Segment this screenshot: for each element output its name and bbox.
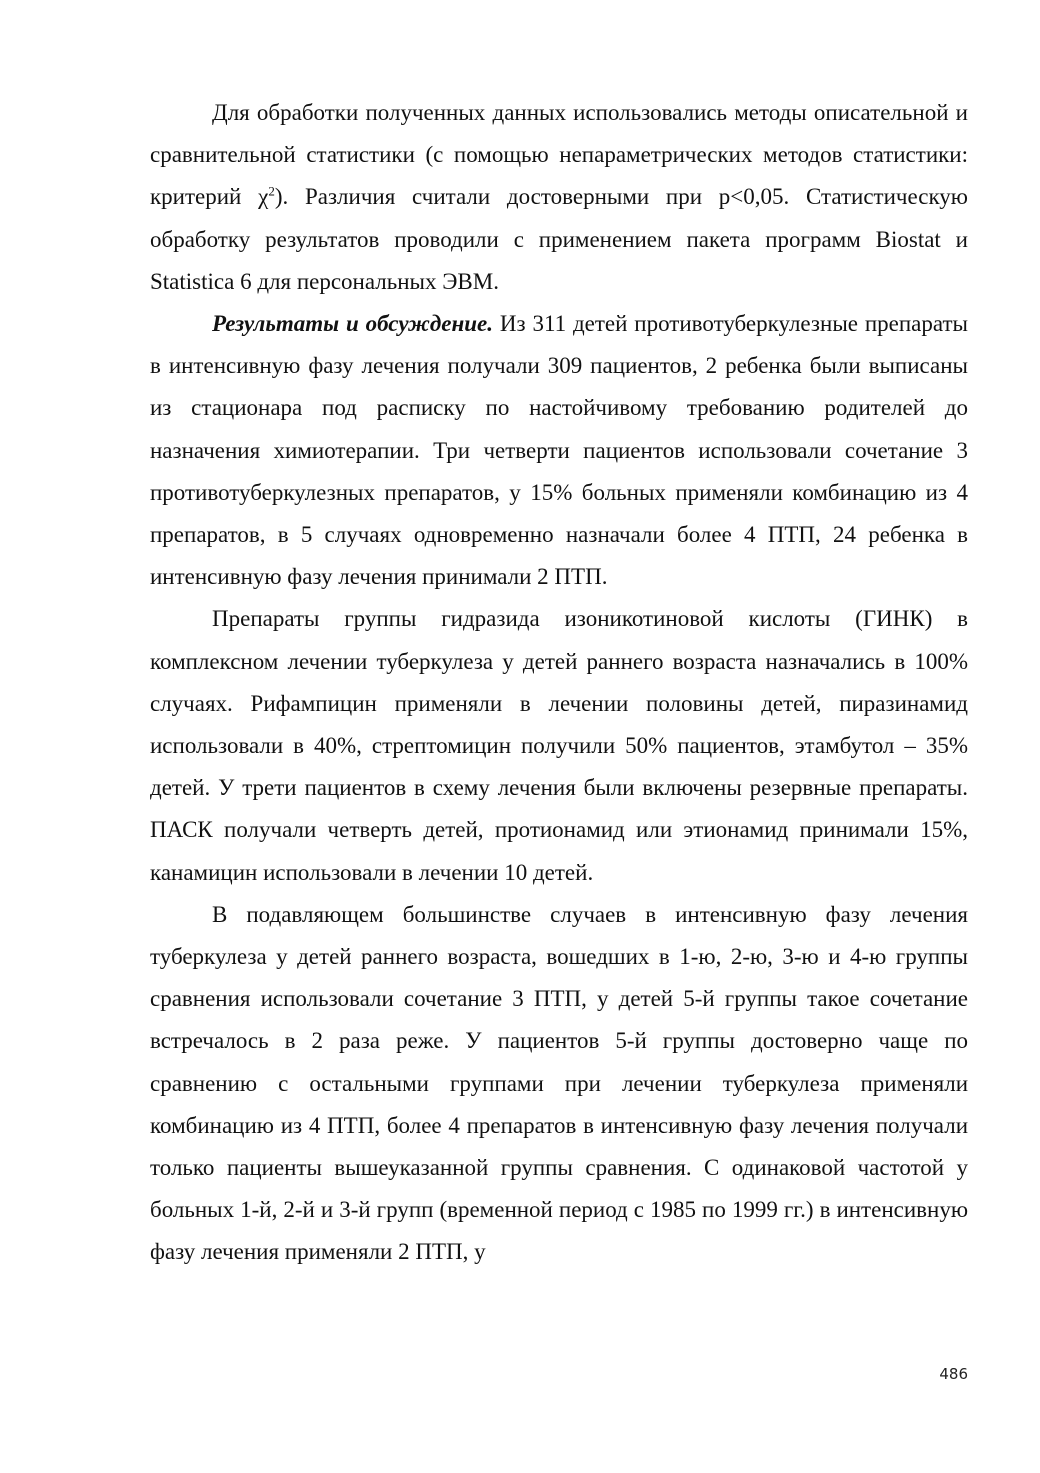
paragraph-groups [150, 894, 968, 1274]
paragraph-drugs [150, 598, 968, 893]
paragraph-results [150, 303, 968, 598]
chi-square-symbol: χ [258, 184, 269, 210]
paragraph-drugs-text: Препараты группы гидразида изоникотиновой кислоты (ГИНК) в комплексном лечении туберкулеза у детей раннего возраста назначались в 100% случаях. Рифампицин применяли в лечении половины детей, пиразинамид использовали в 40%, стрептомицин получили 50% пациентов, этамбутол – 35% детей. У трети пациентов в схему лечения были включены резервные препараты. ПАСК получали четверть детей, протионамид или этионамид принимали 15%, канамицин использовали в лечении 10 детей. [150, 606, 968, 885]
paragraph-results-text: Из 311 детей противотуберкулезные препараты в интенсивную фазу лечения получали 309 пациентов, 2 ребенка были выписаны из стационара под расписку по настойчивому требованию родителей до назначения химиотерапии. Три четверти пациентов использовали сочетание 3 противотуберкулезных препаратов, у 15% больных применяли комбинацию из 4 препаратов, в 5 случаях одновременно назначали более 4 ПТП, 24 ребенка в интенсивную фазу лечения принимали 2 ПТП. [150, 311, 968, 590]
page-number: 486 [939, 1365, 968, 1383]
results-heading: Результаты и обсуждение. [212, 311, 494, 337]
paragraph-methods-text: Для обработки полученных данных использовались методы описательной и сравнительной статистики (с помощью непараметрических методов статистики: критерий [150, 100, 968, 210]
body-text [150, 92, 968, 1274]
paragraph-groups-text: В подавляющем большинстве случаев в интенсивную фазу лечения туберкулеза у детей раннего возраста, вошедших в 1-ю, 2-ю, 3-ю и 4-ю группы сравнения использовали сочетание 3 ПТП, у детей 5-й группы такое сочетание встречалось в 2 раза реже. У пациентов 5-й группы достоверно чаще по сравнению с остальными группами при лечении туберкулеза применяли комбинацию из 4 ПТП, более 4 препаратов в интенсивную фазу лечения получали только пациенты вышеуказанной группы сравнения. С одинаковой частотой у больных 1-й, 2-й и 3-й групп (временной период с 1985 по 1999 гг.) в интенсивную фазу лечения применяли 2 ПТП, у [150, 901, 968, 1265]
paragraph-methods-text-end: ). Различия считали достоверными при р<0,05. Статистическую обработку результатов проводили с применением пакета программ Biostat и Statistica 6 для персональных ЭВМ. [150, 184, 968, 294]
chi-square-superscript: 2 [268, 183, 275, 199]
paragraph-methods [150, 92, 968, 303]
